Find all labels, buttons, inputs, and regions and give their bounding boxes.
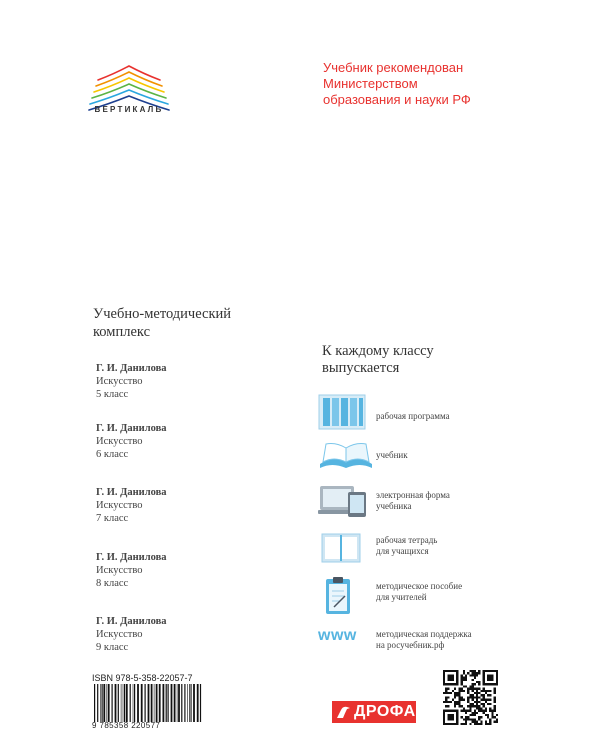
book-subject: Искусство xyxy=(96,436,143,447)
publisher-logo xyxy=(332,701,416,723)
book-author: Г. И. Данилова xyxy=(96,363,167,374)
materials-title xyxy=(322,343,434,377)
material-label-line: на росучебник.рф xyxy=(376,640,445,650)
barcode-icon xyxy=(92,684,202,722)
barcode-digits: 9 785358 220577 xyxy=(92,721,161,730)
isbn-label: ISBN 978-5-358-22057-7 xyxy=(92,673,193,683)
book-author: Г. И. Данилова xyxy=(96,487,167,498)
qr-code-icon xyxy=(443,670,498,725)
complex-title-line: комплекс xyxy=(93,324,151,340)
material-label-line: для учащихся xyxy=(376,546,429,556)
recommendation-note xyxy=(323,60,471,108)
book-author: Г. И. Данилова xyxy=(96,423,167,434)
book-entry xyxy=(96,486,167,525)
book-entry xyxy=(96,615,167,654)
book-subject: Искусство xyxy=(96,629,143,640)
materials-title-line: выпускается xyxy=(322,360,400,376)
book-author: Г. И. Данилова xyxy=(96,552,167,563)
publisher-name: ДРОФА xyxy=(354,703,416,720)
material-label: рабочая программа xyxy=(376,411,450,421)
material-label-line: учебника xyxy=(376,501,412,511)
material-label-line: методическое пособие xyxy=(376,581,463,591)
book-entry xyxy=(96,362,167,401)
book-subject: Искусство xyxy=(96,376,143,387)
material-label-line: методическая поддержка xyxy=(376,629,472,639)
binders-icon xyxy=(318,394,366,430)
book-grade: 6 класс xyxy=(96,449,129,460)
logo-text: ВЕРТИКАЛЬ xyxy=(94,105,164,114)
material-label-line: для учителей xyxy=(376,592,427,602)
book-entry xyxy=(96,551,167,590)
open-book-icon xyxy=(318,440,374,470)
recommendation-line: образования и науки РФ xyxy=(323,92,471,107)
material-label: учебник xyxy=(376,450,408,460)
clipboard-icon xyxy=(318,576,358,616)
material-label-line: рабочая тетрадь xyxy=(376,535,438,545)
book-entry xyxy=(96,422,167,461)
recommendation-line: Учебник рекомендован xyxy=(323,60,464,75)
complex-title-line: Учебно-методический xyxy=(93,306,232,322)
materials-title-line: К каждому классу xyxy=(322,343,434,359)
book-subject: Искусство xyxy=(96,565,143,576)
bird-icon xyxy=(335,704,352,720)
book-grade: 5 класс xyxy=(96,389,129,400)
www-icon: www xyxy=(318,627,357,644)
book-subject: Искусство xyxy=(96,500,143,511)
workbook-icon xyxy=(318,532,364,564)
book-grade: 7 класс xyxy=(96,513,129,524)
material-label-line: электронная форма xyxy=(376,490,450,500)
devices-icon xyxy=(318,484,368,518)
complex-title xyxy=(93,305,231,341)
book-grade: 9 класс xyxy=(96,642,129,653)
recommendation-line: Министерством xyxy=(323,76,418,91)
book-grade: 8 класс xyxy=(96,578,129,589)
book-author: Г. И. Данилова xyxy=(96,616,167,627)
